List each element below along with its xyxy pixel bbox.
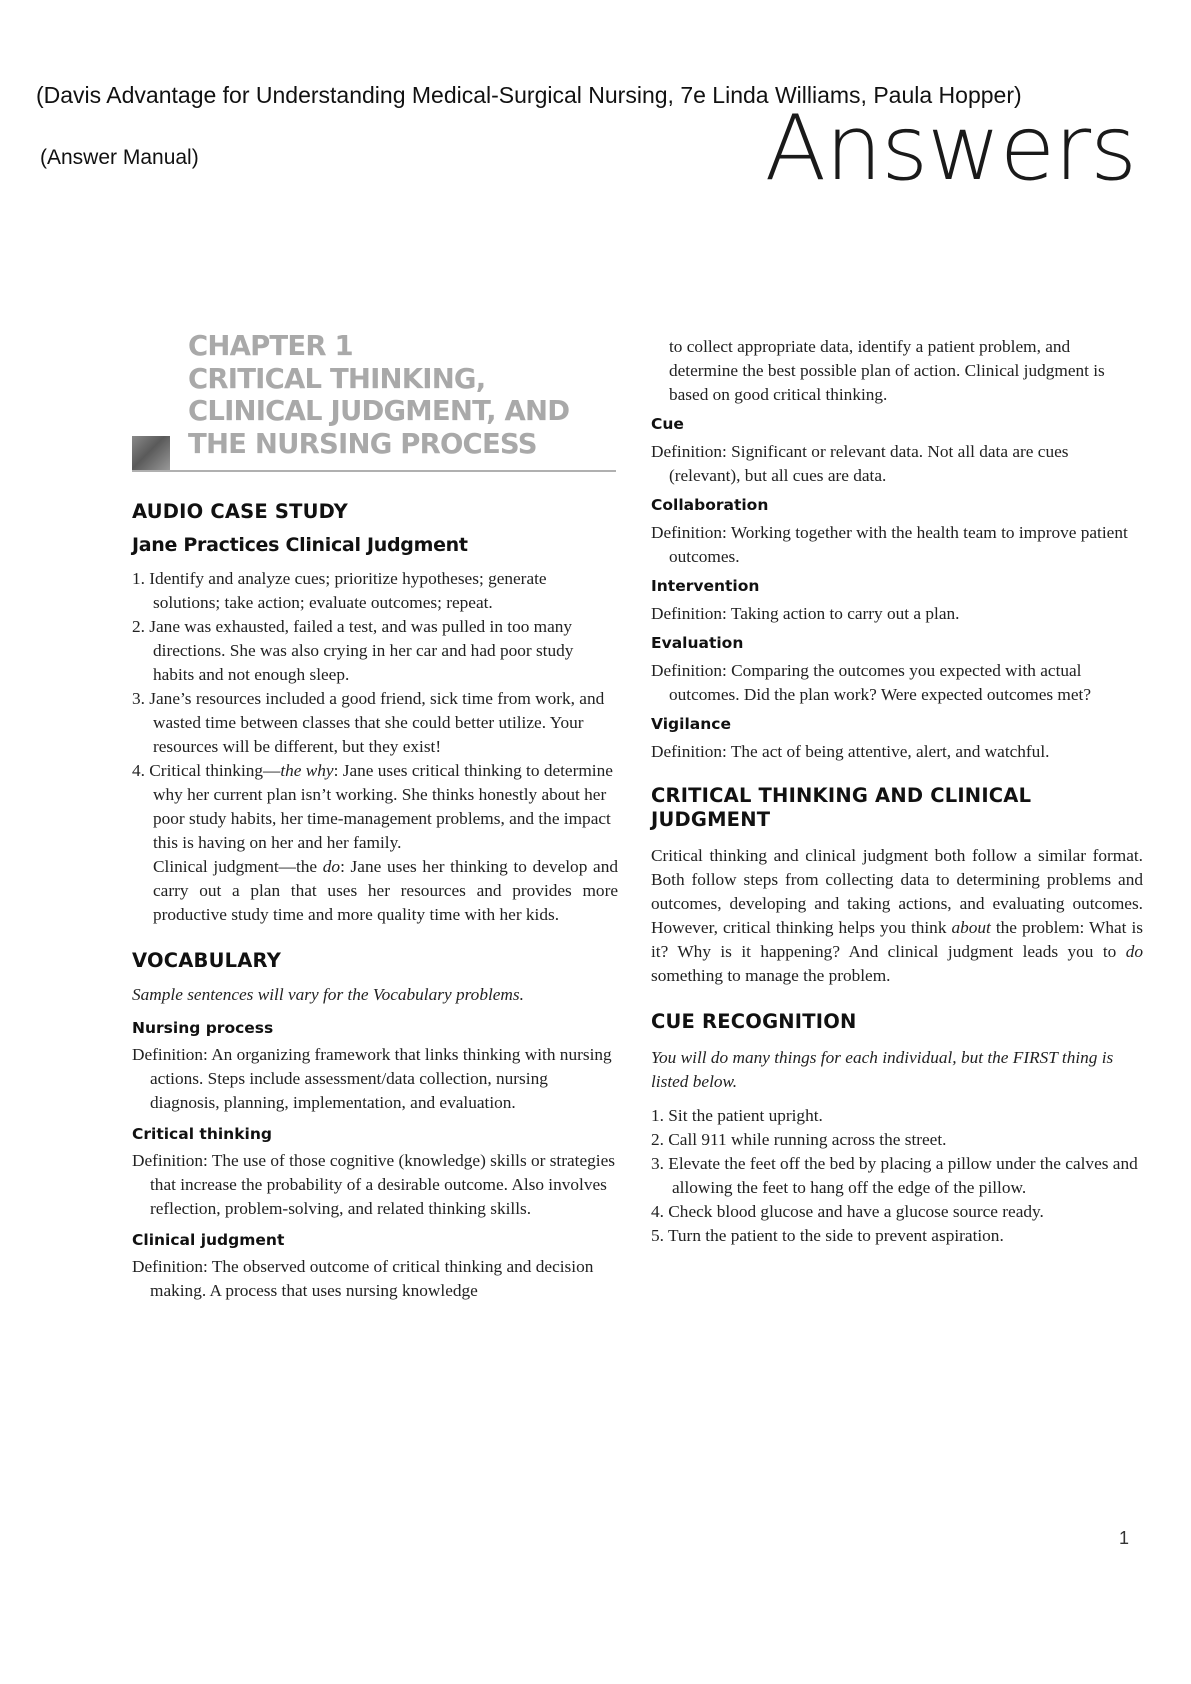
- item-text: 4. Critical thinking—: [132, 761, 281, 780]
- body-text: the problem: What is it? Why is it happening? And clinical judgment leads you to: [651, 918, 1143, 961]
- chapter-title-line: CRITICAL THINKING,: [188, 362, 486, 395]
- book-title: (Davis Advantage for Understanding Medical-Surgical Nursing, 7e Linda Williams, Paula Hopper): [36, 82, 1022, 108]
- term-critical-thinking: Critical thinking: [132, 1125, 272, 1143]
- item-text: : Jane uses her thinking to develop and carry out a plan that uses her resources and provides more productive study time and more quality time with her kids.: [153, 857, 618, 924]
- list-item: 5. Turn the patient to the side to prevent aspiration.: [651, 1226, 1004, 1245]
- definition: Definition: An organizing framework that links thinking with nursing actions. Steps include assessment/data collection, nursing diagnosis, planning, implementation, and evaluation.: [132, 1045, 612, 1112]
- answers-title: Answers: [764, 96, 1136, 201]
- list-item: 2. Call 911 while running across the street.: [651, 1130, 947, 1149]
- body-emphasis: about: [951, 918, 991, 937]
- page-number: 1: [1118, 1528, 1129, 1548]
- list-item: 1. Identify and analyze cues; prioritize hypotheses; generate solutions; take action; evaluate outcomes; repeat.: [132, 569, 547, 612]
- chapter-title-line: CHAPTER 1: [188, 330, 353, 362]
- cue-recognition-list: [651, 1104, 1143, 1248]
- definition: Definition: The use of those cognitive (knowledge) skills or strategies that increase the probability of a desirable outcome. Also involves reflection, problem-solving, and related thinking skills.: [132, 1151, 615, 1218]
- definition: Definition: Taking action to carry out a plan.: [651, 604, 960, 623]
- definition: Definition: The act of being attentive, alert, and watchful.: [651, 742, 1050, 761]
- chapter-title-line: CLINICAL JUDGMENT, AND: [188, 395, 570, 427]
- chapter-title-line: THE NURSING PROCESS: [188, 427, 537, 460]
- body-text: something to manage the problem.: [651, 966, 891, 985]
- list-item: 2. Jane was exhausted, failed a test, and was pulled in too many directions. She was also crying in her car and had poor study habits and not enough sleep.: [132, 617, 574, 684]
- chapter-divider: [132, 470, 616, 472]
- item-text: : Jane uses critical thinking to determine why her current plan isn’t working. She thinks honestly about her poor study habits, her time-management problems, and the impact this is having on her and her family.: [153, 761, 613, 852]
- item-emphasis: do: [322, 857, 341, 876]
- item-text: Clinical judgment—the: [153, 857, 323, 876]
- right-column: [651, 335, 1143, 1248]
- chapter-marker-block: [132, 436, 170, 471]
- chapter-title: [188, 330, 569, 460]
- audio-case-study-heading: AUDIO CASE STUDY: [132, 500, 348, 523]
- list-item: 3. Jane’s resources included a good friend, sick time from work, and wasted time between classes that she could better utilize. Your resources will be different, but they exist!: [132, 689, 605, 756]
- cue-recognition-heading: CUE RECOGNITION: [651, 1010, 857, 1033]
- list-item: 4. Check blood glucose and have a glucose source ready.: [651, 1202, 1044, 1221]
- critical-thinking-judgment-heading: CRITICAL THINKING AND CLINICAL JUDGMENT: [651, 784, 1032, 831]
- term-nursing-process: Nursing process: [132, 1019, 274, 1037]
- critical-thinking-judgment-body: [651, 844, 1143, 988]
- term-collaboration: Collaboration: [651, 496, 769, 514]
- definition: Definition: Significant or relevant data. Not all data are cues (relevant), but all cues are data.: [651, 442, 1069, 485]
- list-item: 3. Elevate the feet off the bed by placing a pillow under the calves and allowing the feet to hang off the edge of the pillow.: [651, 1154, 1138, 1197]
- term-clinical-judgment: Clinical judgment: [132, 1231, 285, 1249]
- term-evaluation: Evaluation: [651, 634, 744, 652]
- vocabulary-heading: VOCABULARY: [132, 949, 282, 972]
- term-cue: Cue: [651, 415, 684, 433]
- cue-recognition-note: You will do many things for each individual, but the FIRST thing is listed below.: [651, 1048, 1114, 1091]
- term-vigilance: Vigilance: [651, 715, 731, 733]
- definition: Definition: Working together with the health team to improve patient outcomes.: [651, 523, 1128, 566]
- left-column: [132, 500, 618, 1303]
- answer-manual-label: (Answer Manual): [40, 146, 199, 169]
- definition: Definition: Comparing the outcomes you expected with actual outcomes. Did the plan work? Were expected outcomes met?: [651, 661, 1092, 704]
- definition-continuation: to collect appropriate data, identify a patient problem, and determine the best possible plan of action. Clinical judgment is based on good critical thinking.: [669, 337, 1105, 404]
- body-text: Critical thinking and clinical judgment both follow a similar format. Both follow steps from collecting data to determining problems and outcomes, developing and taking actions, and evaluating outcomes. However, critical thinking helps you think: [651, 846, 1143, 937]
- list-item: 1. Sit the patient upright.: [651, 1106, 823, 1125]
- list-item-continuation: [132, 855, 618, 927]
- audio-answer-list: [132, 567, 618, 927]
- item-emphasis: the why: [280, 761, 334, 780]
- definition: Definition: The observed outcome of critical thinking and decision making. A process that uses nursing knowledge: [132, 1257, 594, 1300]
- term-intervention: Intervention: [651, 577, 760, 595]
- list-item: [132, 759, 618, 855]
- vocabulary-note: Sample sentences will vary for the Vocabulary problems.: [132, 985, 524, 1004]
- body-emphasis: do: [1125, 942, 1143, 961]
- audio-case-study-subheading: Jane Practices Clinical Judgment: [132, 534, 468, 556]
